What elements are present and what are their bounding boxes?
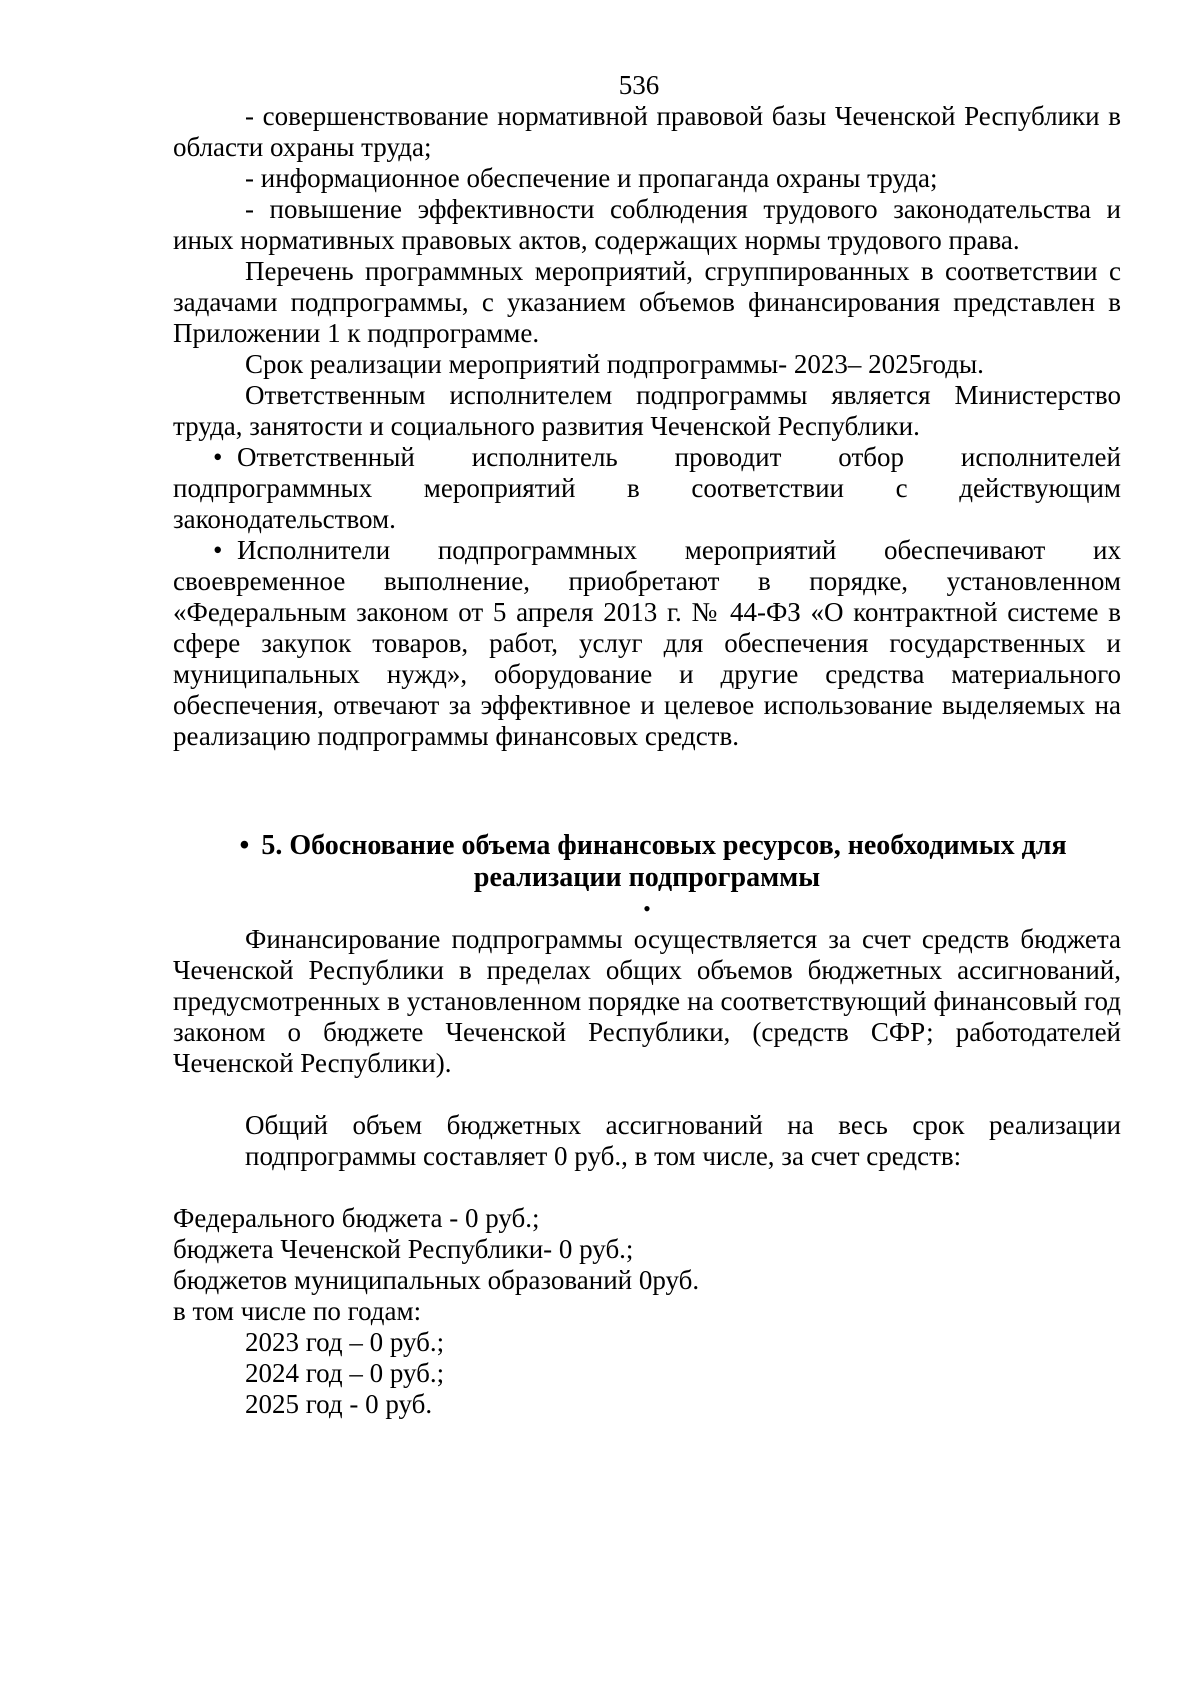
bullet-item-executors xyxy=(173,535,1121,752)
funding-by-years-label: в том числе по годам: xyxy=(173,1296,422,1326)
funding-republic: бюджета Чеченской Республики- 0 руб.; xyxy=(173,1234,634,1264)
paragraph-measures-list: Перечень программных мероприятий, сгруппированных в соответствии с задачами подпрограммы, с указанием объемов финансирования представлен в Приложении 1 к подпрограмме. xyxy=(173,256,1121,348)
paragraph-financing: Финансирование подпрограммы осуществляется за счет средств бюджета Чеченской Республики в пределах общих объемов бюджетных ассигнований, предусмотренных в установленном порядке на соответствующий финансовый год законом о бюджете Чеченской Республики, (средств СФР; работодателей Чеченской Республики). xyxy=(173,924,1121,1078)
page-number: 536 xyxy=(618,70,660,100)
funding-year-2024: 2024 год – 0 руб.; xyxy=(245,1358,445,1388)
funding-sources-list xyxy=(173,1203,1121,1420)
funding-federal: Федерального бюджета - 0 руб.; xyxy=(173,1203,540,1233)
bullet-item-text: Исполнители подпрограммных мероприятий обеспечивают их своевременное выполнение, приобретают в порядке, установленном «Федеральным законом от 5 апреля 2013 г. № 44-ФЗ «О контрактной системе в сфере закупок товаров, работ, услуг для обеспечения государственных и муниципальных нужд», оборудование и другие средства материального обеспечения, отвечают за эффективное и целевое использование выделяемых на реализацию подпрограммы финансовых средств. xyxy=(173,535,1121,751)
paragraph-legal-base: - совершенствование нормативной правовой базы Чеченской Республики в области охраны труда; xyxy=(173,101,1121,162)
bullet-icon: • xyxy=(643,896,651,921)
funding-year-2025: 2025 год - 0 руб. xyxy=(245,1389,433,1419)
document-page xyxy=(173,70,1121,1420)
paragraph-implementation-period: Срок реализации мероприятий подпрограммы- 2023– 2025годы. xyxy=(245,349,984,379)
paragraph-labor-law-compliance: - повышение эффективности соблюдения трудового законодательства и иных нормативных правовых актов, содержащих нормы трудового права. xyxy=(173,194,1121,255)
funding-municipal: бюджетов муниципальных образований 0руб. xyxy=(173,1265,700,1295)
paragraph-information-support: - информационное обеспечение и пропаганда охраны труда; xyxy=(245,163,938,193)
bullet-item-text: Ответственный исполнитель проводит отбор исполнителей подпрограммных мероприятий в соответствии с действующим законодательством. xyxy=(173,442,1121,534)
bullet-icon: • xyxy=(213,535,223,565)
bullet-icon: • xyxy=(239,830,250,861)
bullet-item-selection xyxy=(173,442,1121,535)
paragraph-responsible-executor: Ответственным исполнителем подпрограммы является Министерство труда, занятости и социального развития Чеченской Республики. xyxy=(173,380,1121,441)
paragraph-total-volume: Общий объем бюджетных ассигнований на весь срок реализации подпрограммы составляет 0 руб., в том числе, за счет средств: xyxy=(245,1110,1121,1171)
total-volume-block xyxy=(173,1110,1121,1172)
section-heading xyxy=(173,830,1121,894)
section-heading-text: 5. Обоснование объема финансовых ресурсов, необходимых для реализации подпрограммы xyxy=(261,830,1067,893)
funding-year-2023: 2023 год – 0 руб.; xyxy=(245,1327,445,1357)
bullet-icon: • xyxy=(213,442,223,472)
